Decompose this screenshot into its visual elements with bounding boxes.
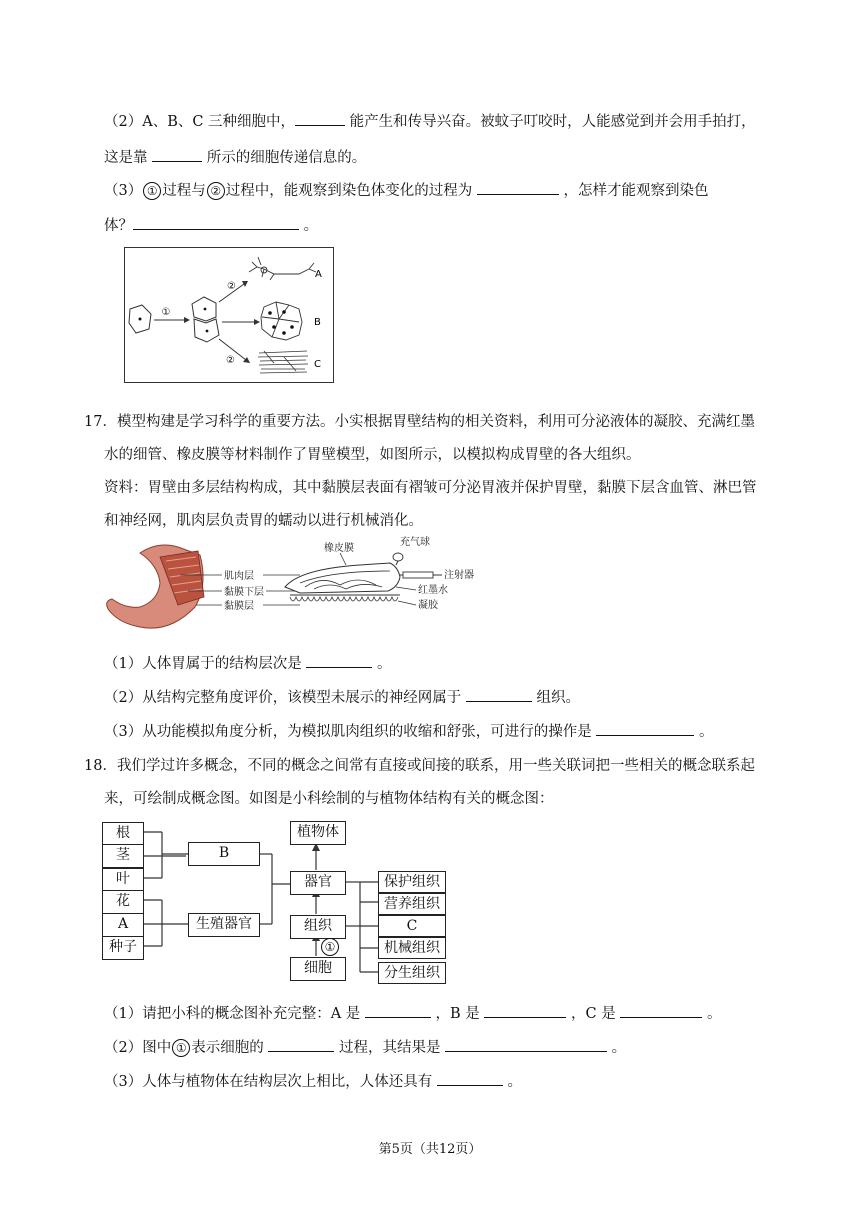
concept-map [100,820,450,986]
answer-blank[interactable] [466,687,532,702]
rubber-membrane [285,563,400,593]
label-mucosa: 黏膜层 [224,601,254,612]
q16-p3a: （3） [104,183,143,199]
node-tissue: 组织 [290,915,346,939]
answer-blank[interactable] [295,111,345,126]
q16-p3f: 。 [303,218,319,234]
q16-p3e: 体？ [104,218,133,234]
label-b: B [314,317,321,328]
step-marker: ① [143,182,161,200]
node-b: B [188,842,260,866]
q17-info-line2: 和神经网，肌肉层负责胃的蠕动以进行机械消化。 [104,513,423,529]
q18-part2 [104,1036,626,1057]
q17-stem-line1: 17．模型构建是学习科学的重要方法。小实根据胃壁结构的相关资料，利用可分泌液体的凝胶、充满红墨 [84,414,755,430]
label-submucosa: 黏膜下层 [224,587,264,598]
q16-part3-line2 [104,214,318,235]
answer-blank[interactable] [437,1071,503,1086]
q17-p3b: 。 [698,724,714,740]
q16-part3-line1 [104,179,708,200]
q18-p1a: （1）请把小科的概念图补充完整：A 是 [104,1006,361,1022]
q17-p2a: （2）从结构完整角度评价，该模型未展示的神经网属于 [104,690,462,706]
q16-p2d: 所示的细胞传递信息的。 [206,150,367,166]
gel-folds [290,597,398,601]
balloon [393,553,403,561]
q18-p2a: （2）图中 [104,1040,172,1056]
node-leaf: 叶 [102,868,144,892]
q17-part2 [104,686,580,707]
node-protective-tissue: 保护组织 [378,871,446,893]
label-c: C [314,359,321,370]
node-nutrient-tissue: 营养组织 [378,893,446,915]
label-ink: 红墨水 [418,585,448,596]
answer-blank[interactable] [620,1003,702,1018]
node-organ: 器官 [290,871,346,895]
node-cell: 细胞 [290,957,346,981]
label-syringe: 注射器 [444,570,474,581]
label-muscle: 肌肉层 [224,571,254,582]
answer-blank[interactable] [152,147,202,162]
q16-p3c: 过程中，能观察到染色体变化的过程为 [225,183,473,199]
label-gel: 凝胶 [418,600,438,611]
division-step-marker: ① [321,938,339,956]
answer-blank[interactable] [268,1037,334,1052]
q17-p2b: 组织。 [536,690,580,706]
label-balloon: 充气球 [400,537,430,548]
node-stem: 茎 [102,844,144,868]
cell-differentiation-figure [124,247,334,384]
answer-blank[interactable] [365,1003,431,1018]
node-flower: 花 [102,890,144,914]
answer-blank[interactable] [133,215,299,230]
q16-p3d: ，怎样才能观察到染色 [563,183,709,199]
q18-p2d: 过程，其结果是 [338,1040,441,1056]
q18-stem-line1: 18．我们学过许多概念，不同的概念之间常有直接或间接的联系，用一些关联词把一些相关的概念联系起 [84,758,755,774]
node-seed: 种子 [102,936,144,960]
node-root: 根 [102,822,144,846]
q17-info-line1: 资料：胃壁由多层结构构成，其中黏膜层表面有褶皱可分泌胃液并保护胃壁，黏膜下层含血管、淋巴管 [104,480,757,496]
q18-part1 [104,1002,721,1023]
node-repro-organ: 生殖器官 [188,913,260,937]
q18-p1b: ，B 是 [435,1006,480,1022]
step2-label-a: ② [227,281,236,292]
step2-label-c: ② [226,355,235,366]
q17-p3a: （3）从功能模拟角度分析，为模拟肌肉组织的收缩和舒张，可进行的操作是 [104,724,592,740]
answer-blank[interactable] [445,1037,607,1052]
q18-p2b: 表示细胞的 [191,1040,264,1056]
q18-p3a: （3）人体与植物体在结构层次上相比，人体还具有 [104,1074,433,1090]
q17-part1 [104,652,391,673]
q16-part2-line1 [104,110,756,131]
node-plant: 植物体 [290,821,346,845]
q17-part3 [104,720,713,741]
q16-p2c: 这是靠 [104,150,148,166]
q18-part3 [104,1070,522,1091]
q16-part2-line2 [104,146,366,167]
q16-p2a: （2）A、B、C 三种细胞中， [104,114,296,130]
page-footer: 第5页（共12页） [378,1142,482,1157]
node-mechanical-tissue: 机械组织 [378,937,446,959]
q17-p1b: 。 [376,656,392,672]
q17-p1a: （1）人体胃属于的结构层次是 [104,656,302,672]
step-marker: ① [172,1039,190,1057]
step-marker: ② [207,182,225,200]
answer-blank[interactable] [477,180,559,195]
q18-stem-line2: 来，可绘制成概念图。如图是小科绘制的与植物体结构有关的概念图： [104,791,554,807]
node-a: A [102,913,144,937]
step1-label: ① [161,307,171,318]
answer-blank[interactable] [596,721,694,736]
answer-blank[interactable] [484,1003,566,1018]
label-rubber: 橡皮膜 [324,543,354,554]
stomach-wall-model-figure [100,535,480,637]
q16-p2b: 能产生和传导兴奋。被蚊子叮咬时，人能感觉到并会用手拍打， [349,114,756,130]
stomach-illustration [107,545,204,628]
syringe [403,572,433,578]
label-a: A [315,269,322,280]
q18-p1c: ，C 是 [571,1006,616,1022]
q18-p2e: 。 [611,1040,627,1056]
q17-stem-line2: 水的细管、橡皮膜等材料制作了胃壁模型，如图所示，以模拟构成胃壁的各大组织。 [104,447,641,463]
q18-p3b: 。 [507,1074,522,1090]
q16-p3b: 过程与 [162,183,206,199]
node-meristem-tissue: 分生组织 [378,962,446,984]
q18-p1d: 。 [706,1006,722,1022]
node-c: C [378,915,446,937]
answer-blank[interactable] [306,653,372,668]
